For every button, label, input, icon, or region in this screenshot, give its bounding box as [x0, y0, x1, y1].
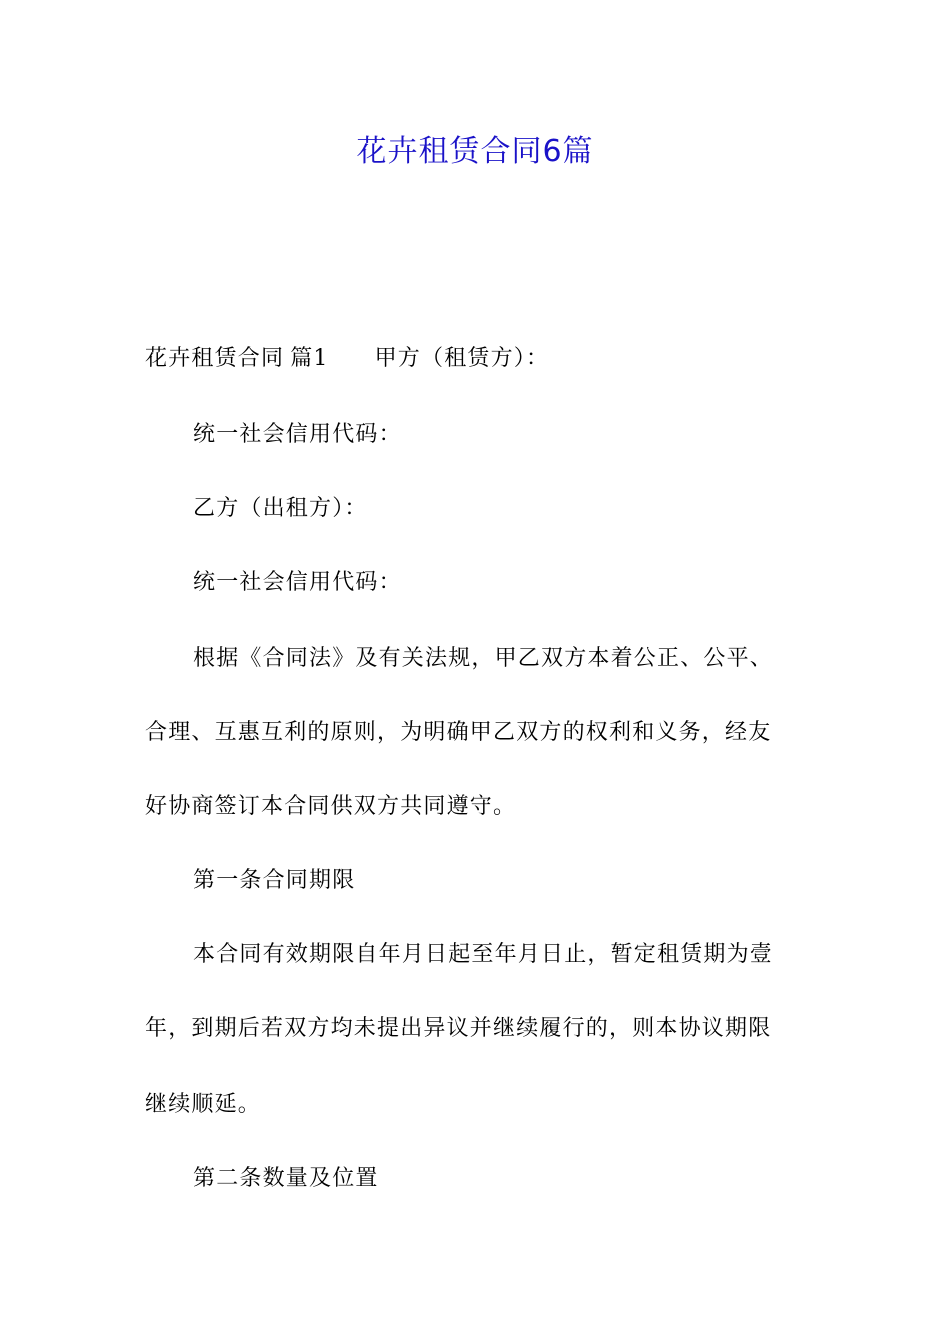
section-name: 花卉租赁合同 [145, 346, 285, 371]
section-number: 篇1 [290, 346, 329, 371]
article-1-heading: 第一条合同期限 [193, 868, 356, 893]
article-1-line-2: 年，到期后若双方均未提出异议并继续履行的，则本协议期限 [145, 1016, 772, 1041]
article-1-line-3: 继续顺延。 [145, 1092, 262, 1117]
party-a-label: 甲方（租赁方）： [374, 346, 550, 371]
paragraph-party-b: 乙方（出租方）： [193, 496, 368, 521]
document-title: 花卉租赁合同6篇 [356, 134, 594, 169]
article-2-heading: 第二条数量及位置 [193, 1166, 379, 1191]
paragraph-preamble-line-3: 好协商签订本合同供双方共同遵守。 [145, 794, 517, 819]
paragraph-preamble-line-2: 合理、互惠互利的原则，为明确甲乙双方的权利和义务，经友 [145, 720, 772, 745]
paragraph-preamble-line-1: 根据《合同法》及有关法规，甲乙双方本着公正、公平、 [193, 646, 774, 671]
article-1-line-1: 本合同有效期限自年月日起至年月日止，暂定租赁期为壹 [193, 942, 774, 967]
section-header-line [145, 344, 810, 374]
paragraph-credit-code-a: 统一社会信用代码： [193, 422, 402, 447]
paragraph-credit-code-b: 统一社会信用代码： [193, 570, 402, 595]
